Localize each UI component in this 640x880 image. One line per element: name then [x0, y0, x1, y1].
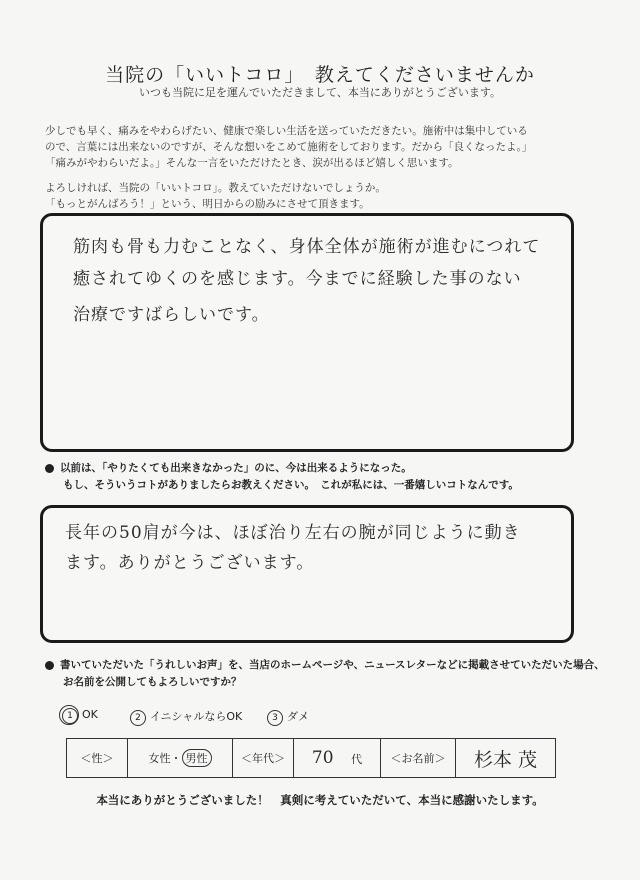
bullet-icon — [45, 464, 54, 473]
answer-box-improvement — [40, 505, 574, 643]
gender-separator: ・ — [170, 752, 182, 765]
option-number: 1 — [62, 708, 78, 724]
option-label: ダメ — [287, 710, 309, 723]
option-label: イニシャルならOK — [150, 710, 243, 723]
request-line: よろしければ、当院の「いいトコロ」。教えていただけないでしょうか。 — [45, 182, 386, 194]
option-number: 3 — [267, 710, 283, 726]
page-subtitle: いつも当院に足を運んでいただきまして、本当にありがとうございます。 — [139, 86, 501, 99]
question-text: 以前は、「やりたくても出来きなかった」のに、今は出来るようになった。 — [60, 462, 412, 474]
option-initials[interactable] — [130, 708, 242, 726]
option-number: 2 — [130, 710, 146, 726]
age-unit: 代 — [351, 753, 363, 766]
name-field[interactable] — [456, 739, 556, 778]
bullet-icon — [45, 661, 54, 670]
gender-male-selected: 男性 — [182, 749, 212, 767]
request-paragraph — [45, 180, 605, 212]
question-publish-name — [45, 657, 605, 691]
option-no[interactable] — [267, 708, 309, 726]
intro-line: 少しでも早く、痛みをやわらげたい、健康で楽しい生活を送っていただきたい。施術中は集中している — [45, 125, 528, 137]
question-text: もし、そういうコトがありましたらお教えください。 これが私には、一番嬉しいコトなんです。 — [63, 479, 519, 491]
selected-circle-icon — [59, 705, 79, 725]
intro-line: 「痛みがやわらいだよ。」そんな一言をいただけたとき、涙が出るほど嬉しく思います。 — [45, 157, 459, 169]
handwritten-line: 長年の50肩が今は、ほぼ治り左右の腕が同じように動き — [65, 523, 521, 543]
handwritten-line: ます。ありがとうございます。 — [65, 553, 315, 573]
intro-paragraph — [45, 123, 605, 171]
question-improvement — [45, 460, 605, 494]
age-field[interactable] — [294, 739, 381, 778]
handwritten-line: 癒されてゆくのを感じます。今までに経験した事のない — [73, 269, 522, 289]
answer-box-good-points — [40, 213, 574, 452]
option-label: OK — [82, 708, 98, 721]
request-line: 「もっとがんばろう！」という、明日からの励みにさせて頂きます。 — [45, 198, 370, 210]
gender-choice[interactable] — [128, 739, 233, 778]
option-ok[interactable] — [62, 708, 98, 724]
name-label: ＜お名前＞ — [381, 739, 456, 778]
gender-female: 女性 — [148, 752, 171, 765]
question-text: 書いていただいた「うれしいお声」を、当店のホームページや、ニュースレターなどに掲載させていただいた場合、 — [60, 659, 605, 671]
respondent-info-table — [66, 738, 556, 778]
gender-label: ＜性＞ — [67, 739, 128, 778]
age-label: ＜年代＞ — [233, 739, 294, 778]
age-value: 70 — [311, 748, 334, 768]
page-title: 当院の「いいトコロ」 教えてくださいませんか — [105, 64, 535, 86]
intro-line: ので、言葉には出来ないのですが、そんな想いをこめて施術をしております。だから「良くなったよ。」 — [45, 141, 533, 153]
handwritten-line: 筋肉も骨も力むことなく、身体全体が施術が進むにつれて — [73, 237, 541, 257]
closing-message: 本当にありがとうございました！ 真剣に考えていただいて、本当に感謝いたします。 — [96, 793, 544, 807]
name-value: 杉本 茂 — [473, 748, 538, 771]
question-text: お名前を公開してもよろしいですか？ — [63, 676, 242, 688]
handwritten-line: 治療ですばらしいです。 — [73, 305, 270, 325]
